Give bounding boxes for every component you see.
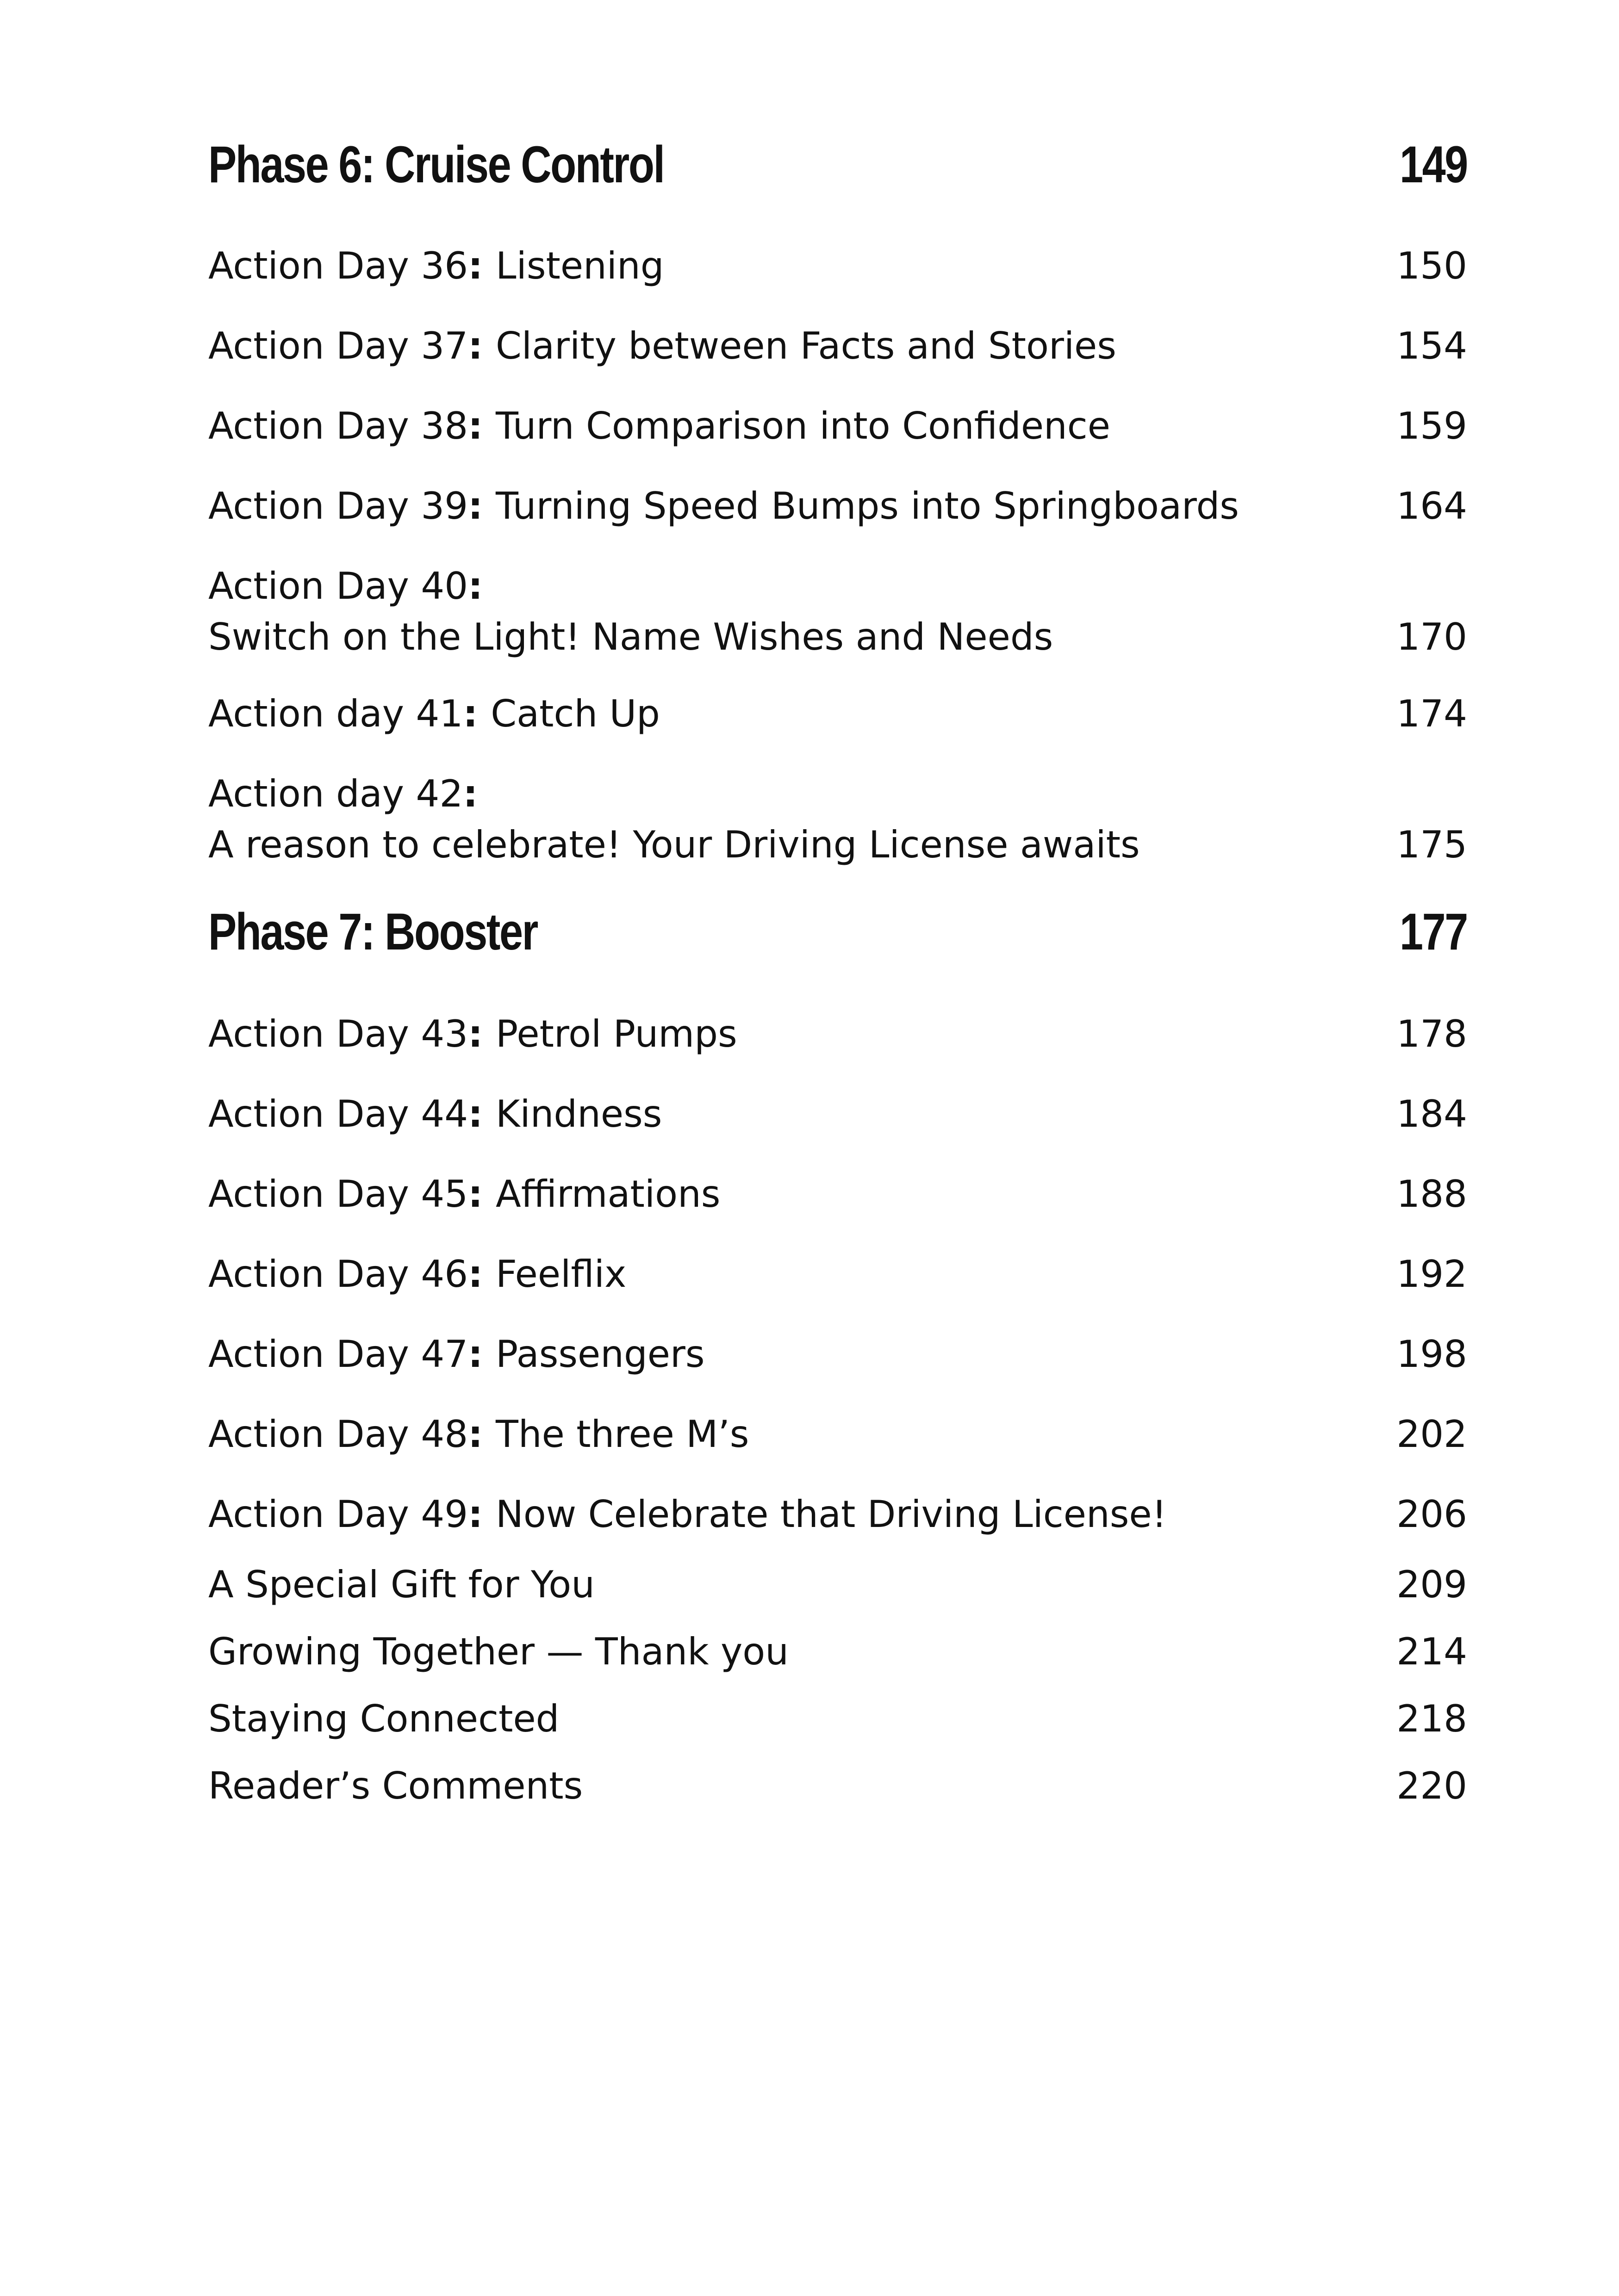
entry-prefix-line [208, 769, 1140, 819]
toc-entry-label: Staying Connected [208, 1697, 560, 1740]
toc-entry-page: 159 [1396, 404, 1467, 447]
entry-colon: : [468, 1493, 496, 1536]
entry-title: Catch Up [491, 692, 660, 735]
toc-entry-label [208, 689, 660, 739]
phase-page-number: 177 [1400, 903, 1467, 961]
toc-entry-page: 214 [1396, 1630, 1467, 1673]
entry-prefix: Action Day 46 [208, 1253, 468, 1296]
entry-prefix: Action Day 45 [208, 1173, 468, 1216]
toc-entry-page: 209 [1396, 1563, 1467, 1606]
toc-entry-label [208, 241, 664, 292]
phase-title: Phase 7: Booster [208, 903, 537, 961]
toc-extra-entry [208, 1559, 1467, 1610]
toc-entry [208, 561, 1467, 663]
toc-entry [208, 401, 1467, 452]
entry-prefix: Action day 42 [208, 772, 463, 815]
entry-colon: : [468, 565, 483, 608]
entry-colon: : [468, 1253, 496, 1296]
entry-title: A reason to celebrate! Your Driving License awaits [208, 823, 1140, 866]
entry-title: Turning Speed Bumps into Springboards [496, 484, 1239, 527]
entry-title: Kindness [496, 1092, 662, 1136]
toc-entry-label [208, 769, 1140, 870]
entry-colon: : [468, 1333, 496, 1376]
toc-entry-label [208, 561, 1053, 663]
entry-title: Feelflix [496, 1253, 627, 1296]
entry-title: Passengers [496, 1333, 705, 1376]
entry-prefix: Action Day 36 [208, 244, 468, 287]
toc-entry [208, 1089, 1467, 1140]
toc-extra-entry [208, 1761, 1467, 1812]
entry-prefix: Action Day 47 [208, 1333, 468, 1376]
toc-entry-page: 220 [1396, 1764, 1467, 1807]
toc-entry-page: 175 [1396, 823, 1467, 866]
entry-title: Now Celebrate that Driving License! [496, 1493, 1167, 1536]
toc-entry [208, 769, 1467, 870]
entry-prefix: Action Day 49 [208, 1493, 468, 1536]
toc-phase-6-heading [208, 136, 1467, 193]
toc-extra-entry [208, 1694, 1467, 1744]
toc-entry-label [208, 1009, 737, 1060]
entry-prefix: Action Day 44 [208, 1092, 468, 1136]
toc-entry [208, 241, 1467, 292]
entry-prefix: Action Day 38 [208, 404, 468, 447]
toc-entry-page: 164 [1396, 484, 1467, 527]
toc-entry-page: 174 [1396, 692, 1467, 735]
entry-prefix: Action Day 40 [208, 565, 468, 608]
entry-colon: : [468, 1012, 496, 1055]
entry-title: Turn Comparison into Confidence [496, 404, 1110, 447]
entry-prefix: Action Day 43 [208, 1012, 468, 1055]
entry-colon: : [468, 324, 496, 367]
toc-entry-label [208, 1409, 749, 1460]
entry-title: The three M’s [496, 1413, 749, 1456]
toc-entry-page: 188 [1396, 1173, 1467, 1216]
entry-prefix: Action Day 37 [208, 324, 468, 367]
toc-entry-page: 198 [1396, 1333, 1467, 1376]
toc-entry-label [208, 1489, 1167, 1540]
toc-entry [208, 1169, 1467, 1220]
toc-entry-page: 150 [1396, 244, 1467, 287]
entry-prefix: Action Day 39 [208, 484, 468, 527]
toc-entry-label [208, 1249, 626, 1300]
toc-entry-page: 218 [1396, 1697, 1467, 1740]
entry-title: Clarity between Facts and Stories [496, 324, 1116, 367]
toc-entry-page: 206 [1396, 1493, 1467, 1536]
entry-colon: : [468, 484, 496, 527]
toc-entry-page: 178 [1396, 1012, 1467, 1055]
toc-entry-page: 192 [1396, 1253, 1467, 1296]
entry-title: Switch on the Light! Name Wishes and Needs [208, 615, 1053, 658]
toc-entry-label: Reader’s Comments [208, 1764, 583, 1807]
toc-entry-label [208, 1169, 720, 1220]
toc-entry-label [208, 1089, 662, 1140]
entry-title: Petrol Pumps [496, 1012, 737, 1055]
toc-entry-page: 202 [1396, 1413, 1467, 1456]
entry-colon: : [468, 404, 496, 447]
toc-entry [208, 689, 1467, 739]
entry-title: Listening [496, 244, 664, 287]
toc-entry [208, 1329, 1467, 1380]
toc-phase-7-heading [208, 903, 1467, 961]
toc-entry-label [208, 1329, 705, 1380]
toc-entry [208, 321, 1467, 372]
entry-prefix: Action day 41 [208, 692, 463, 735]
entry-colon: : [468, 1092, 496, 1136]
toc-entry-label: A Special Gift for You [208, 1563, 595, 1606]
toc-entry-page: 170 [1396, 615, 1467, 658]
entry-colon: : [468, 1173, 496, 1216]
entry-prefix-line [208, 561, 1053, 612]
toc-entry [208, 1009, 1467, 1060]
entry-colon: : [463, 772, 478, 815]
phase-page-number: 149 [1400, 136, 1467, 193]
entry-colon: : [463, 692, 491, 735]
toc-entry [208, 481, 1467, 532]
toc-entry-label [208, 321, 1116, 372]
toc-extra-entry [208, 1626, 1467, 1677]
phase-title: Phase 6: Cruise Control [208, 136, 664, 193]
toc-entry [208, 1489, 1467, 1540]
toc-entry [208, 1249, 1467, 1300]
entry-colon: : [468, 244, 496, 287]
toc-entry-page: 184 [1396, 1092, 1467, 1136]
toc-entry-label: Growing Together — Thank you [208, 1630, 789, 1673]
toc-entry [208, 1409, 1467, 1460]
entry-prefix: Action Day 48 [208, 1413, 468, 1456]
toc-entry-label [208, 401, 1110, 452]
entry-title: Affirmations [496, 1173, 721, 1216]
toc-entry-label [208, 481, 1239, 532]
toc-entry-page: 154 [1396, 324, 1467, 367]
entry-colon: : [468, 1413, 496, 1456]
